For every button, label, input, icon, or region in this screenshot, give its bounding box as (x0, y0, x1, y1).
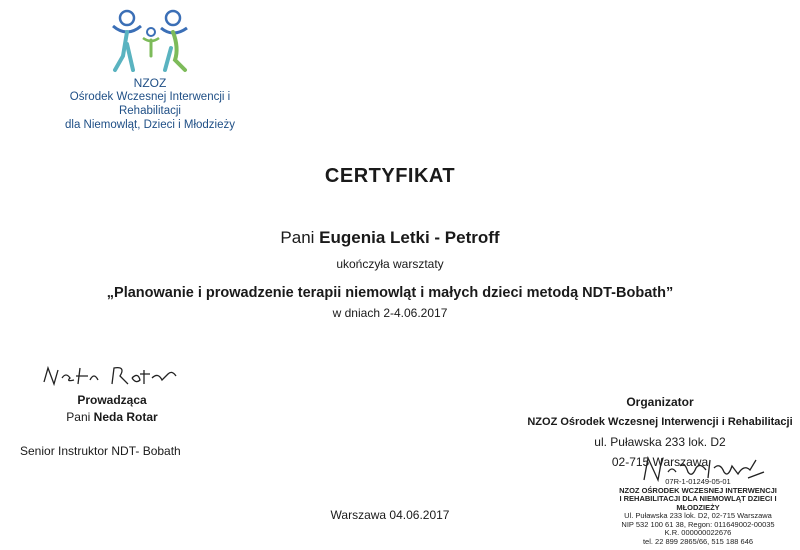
workshop-dates: w dniach 2-4.06.2017 (332, 306, 448, 320)
organizer-address1: ul. Puławska 233 lok. D2 (594, 435, 726, 449)
children-figures-logo-icon (105, 4, 195, 76)
stamp-line6: K.R. 000000022676 (664, 528, 732, 537)
certificate-title: CERTYFIKAT (324, 165, 456, 187)
lead-salutation: Pani (66, 410, 91, 424)
logo (50, 4, 250, 132)
organizer-address2: 02-715 Warszawa (611, 455, 709, 469)
completed-text: ukończyła warsztaty (336, 257, 444, 271)
recipient-salutation: Pani (280, 228, 315, 247)
lead-name: Neda Rotar (93, 410, 158, 424)
recipient-name: Eugenia Letki - Petroff (319, 228, 500, 247)
stamp-line5: NIP 532 100 61 38, Regon: 011649002-00035 (621, 519, 775, 529)
logo-name-line1: Ośrodek Wczesnej Interwencji i Rehabilitacji (69, 91, 231, 117)
stamp-line7: tel. 22 899 2865/66, 515 188 646 (642, 536, 754, 546)
lead-block (42, 392, 182, 426)
lead-name-line (42, 409, 182, 426)
stamp-line2: NZOZ OŚRODEK WCZESNEJ INTERWENCJI (619, 485, 777, 495)
organizer-heading: Organizator (626, 395, 694, 409)
stamp-line3: I REHABILITACJI DLA NIEMOWLĄT DZIECI I MŁODZIEŻY (619, 494, 777, 512)
recipient-line (0, 228, 780, 248)
place-date: Warszawa 04.06.2017 (330, 508, 450, 522)
lead-signature-icon (40, 360, 180, 390)
logo-abbreviation: NZOZ (133, 76, 167, 90)
organizer-name: NZOZ Ośrodek Wczesnej Interwencji i Rehabilitacji (527, 416, 793, 428)
stamp-line4: Ul. Puławska 233 lok. D2, 02-715 Warszawa (624, 511, 772, 520)
stamp-line1: 07R-1-01249-05-01 (665, 477, 731, 486)
lead-role: Senior Instruktor NDT- Bobath (20, 444, 181, 458)
workshop-title: „Planowanie i prowadzenie terapii niemowląt i małych dzieci metodą NDT-Bobath” (106, 285, 674, 301)
lead-heading: Prowadząca (77, 393, 147, 407)
logo-name-line2: dla Niemowląt, Dzieci i Młodzieży (65, 119, 235, 131)
